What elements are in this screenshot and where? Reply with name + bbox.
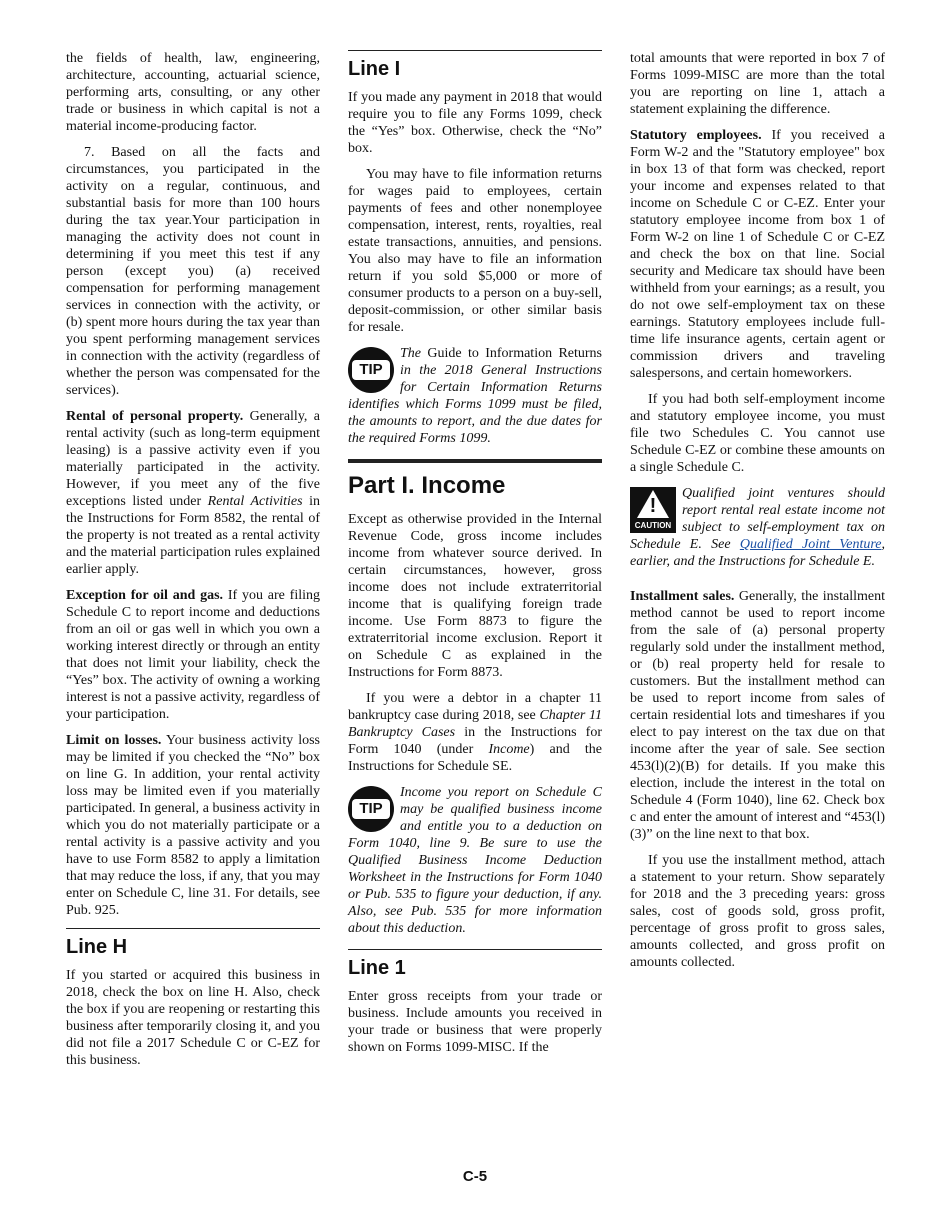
run-in-heading: Exception for oil and gas. xyxy=(66,588,224,603)
caution-note-joint-ventures: ! CAUTION Qualified joint ventures should report rental real estate income not subject to self-employment tax on Schedule E. See Qualified Joint Venture, earlier, and the Instructions for Schedule E. xyxy=(630,486,886,569)
tip-icon: TIP xyxy=(348,347,394,393)
paragraph-both-incomes: If you had both self-employment income and statutory employee income, you must file two Schedules C. You cannot use Schedule C-EZ or combine these amounts on a single Schedule C. xyxy=(630,392,885,475)
qualified-joint-venture-link[interactable]: Qualified Joint Venture xyxy=(739,537,882,552)
run-in-heading: Limit on losses. xyxy=(66,733,162,748)
column-middle xyxy=(348,50,602,1065)
paragraph-rental-personal-property: Rental of personal property. Generally, a rental activity (such as long-term equipment leasing) is a passive activity even if you materially participated in the activity. However, if you meet any of the five exceptions listed under Rental Activities in the Instructions for Form 8582, the rental of the property is not treated as a rental activity and the material participation rules explained earlier apply. xyxy=(66,409,321,577)
paragraph-line-i-1: If you made any payment in 2018 that would require you to file any Forms 1099, check the “Yes” box. Otherwise, check the “No” box. xyxy=(348,90,602,156)
paragraph-installment-statement: If you use the installment method, attach a statement to your return. Show separately for 2018 and the 3 preceding years: gross sales, cost of goods sold, gross profit, percentage of gross profit to gross sales, amounts collected, and gross profit on amounts collected. xyxy=(630,853,885,970)
paragraph-installment-sales: Installment sales. Generally, the installment method cannot be used to report income from the sale of (a) personal property regularly sold under the installment method, or (b) real property held for resale to customers. But the installment method can be used to report income from sales of certain residential lots and timeshares if you elect to pay interest on the tax due on that income after the year of sale. See section 453(l)(2)(B) for details. If you make this election, include the interest in the total on Schedule 4 (Form 1040), line 62. Check box c and enter the amount of interest and “453(l)(3)” on the line next to that box. xyxy=(630,589,886,842)
paragraph-line-h: If you started or acquired this business in 2018, check the box on line H. Also, check the box if you are reopening or restarting this business after temporarily closing it, and you did not file a 2017 Schedule C or C-EZ for this business. xyxy=(66,968,320,1068)
tip-note-qbi: TIP Income you report on Schedule C may be qualified business income and entitle you to a deduction on Form 1040, line 9. Be sure to use the Qualified Business Income Deduction Worksheet in the Instructions for Form 1040 or Pub. 535 to figure your deduction, if any. Also, see Pub. 535 for more information about this deduction. xyxy=(348,785,602,936)
paragraph-fields: the fields of health, law, engineering, architecture, accounting, actuarial science, performing arts, consulting, or any other trade or business in which capital is not a material income-producing factor. xyxy=(66,51,320,134)
heading-line-1: Line 1 xyxy=(348,957,406,979)
paragraph-total-amounts: total amounts that were reported in box 7 of Forms 1099-MISC are more than the total you are reporting on line 1, attach a statement explaining the difference. xyxy=(630,51,885,117)
heading-part-i-income: Part I. Income xyxy=(348,472,506,499)
paragraph-limit-losses: Limit on losses. Your business activity loss may be limited if you checked the “No” box on line G. In addition, your rental activity loss may be limited even if you materially participated. In general, a business activity in which you do not materially participate or a rental activity is a passive activity and you have to use Form 8582 to apply a limitation that may reduce the loss, if any, that you may enter on Schedule C, line 31. For details, see Pub. 925. xyxy=(66,733,320,918)
run-in-heading: Rental of personal property. xyxy=(66,409,244,424)
caution-icon: ! CAUTION xyxy=(630,487,676,533)
heading-line-h: Line H xyxy=(66,936,128,958)
paragraph-oil-gas: Exception for oil and gas. If you are filing Schedule C to report income and deductions from an oil or gas well in which you own a working interest directly or through an entity that does not limit your liability, check the “Yes” box. The activity of owning a working interest is not a passive activity, regardless of your participation. xyxy=(66,588,321,722)
paragraph-statutory-employees: Statutory employees. If you received a Form W-2 and the "Statutory employee" box in box 13 of that form was checked, report your income and expenses related to that income on Schedule C or C-EZ. Enter your statutory employee income from box 1 of Form W-2 on line 1 of Schedule C or C-EZ and check the box on that line. Social security and Medicare tax should have been withheld from your earnings; as a result, you do not owe self-employment tax on these earnings. Statutory employees include full-time life insurance agents, certain agent or commission drivers and traveling salespersons, and certain homeworkers. xyxy=(630,128,886,381)
column-right xyxy=(630,50,885,980)
column-left xyxy=(66,50,320,1078)
paragraph-line-i-2: You may have to file information returns for wages paid to employees, certain payments of fees and other nonemployee compensation, interest, rents, royalties, real estate transactions, annuities, and pensions. You also may have to file an information return if you sold $5,000 or more of consumer products to a person on a buy-sell, deposit-commission, or other similar basis for resale. xyxy=(348,167,602,335)
paragraph-item-7: 7. Based on all the facts and circumstances, you participated in the activity on a regular, continuous, and substantial basis for more than 100 hours during the tax year.Your participation in managing the activity does not count in determining if you meet this test if any person (except you) (a) received compensation for performing management services in connection with the activity, or (b) spent more hours during the tax year than you spent performing management services in connection with the activity (regardless of whether the person was compensated for the services). xyxy=(66,145,320,398)
run-in-heading: Installment sales. xyxy=(630,589,735,604)
page-number: C-5 xyxy=(462,1168,488,1185)
run-in-heading: Statutory employees. xyxy=(630,128,762,143)
heading-line-i: Line I xyxy=(348,58,401,80)
paragraph-part-i-1: Except as otherwise provided in the Internal Revenue Code, gross income includes income from whatever source derived. In certain circumstances, however, gross income does not include extraterritorial income that is qualifying foreign trade income. Use Form 8873 to figure the extraterritorial income exclusion. Report it on Schedule C as explained in the Instructions for Form 8873. xyxy=(348,512,602,680)
paragraph-part-i-2: If you were a debtor in a chapter 11 bankruptcy case during 2018, see Chapter 11 Bankruptcy Cases in the Instructions for Form 1040 (under Income) and the Instructions for Schedule SE. xyxy=(348,691,603,774)
paragraph-line-1: Enter gross receipts from your trade or business. Include amounts you received in your trade or business that were properly shown on Forms 1099-MISC. If the xyxy=(348,989,602,1055)
tip-note-guide: TIP The Guide to Information Returns in the 2018 General Instructions for Certain Information Returns identifies which Forms 1099 must be filed, the amounts to report, and the due dates for the required Forms 1099. xyxy=(348,346,603,446)
tip-icon: TIP xyxy=(348,786,394,832)
